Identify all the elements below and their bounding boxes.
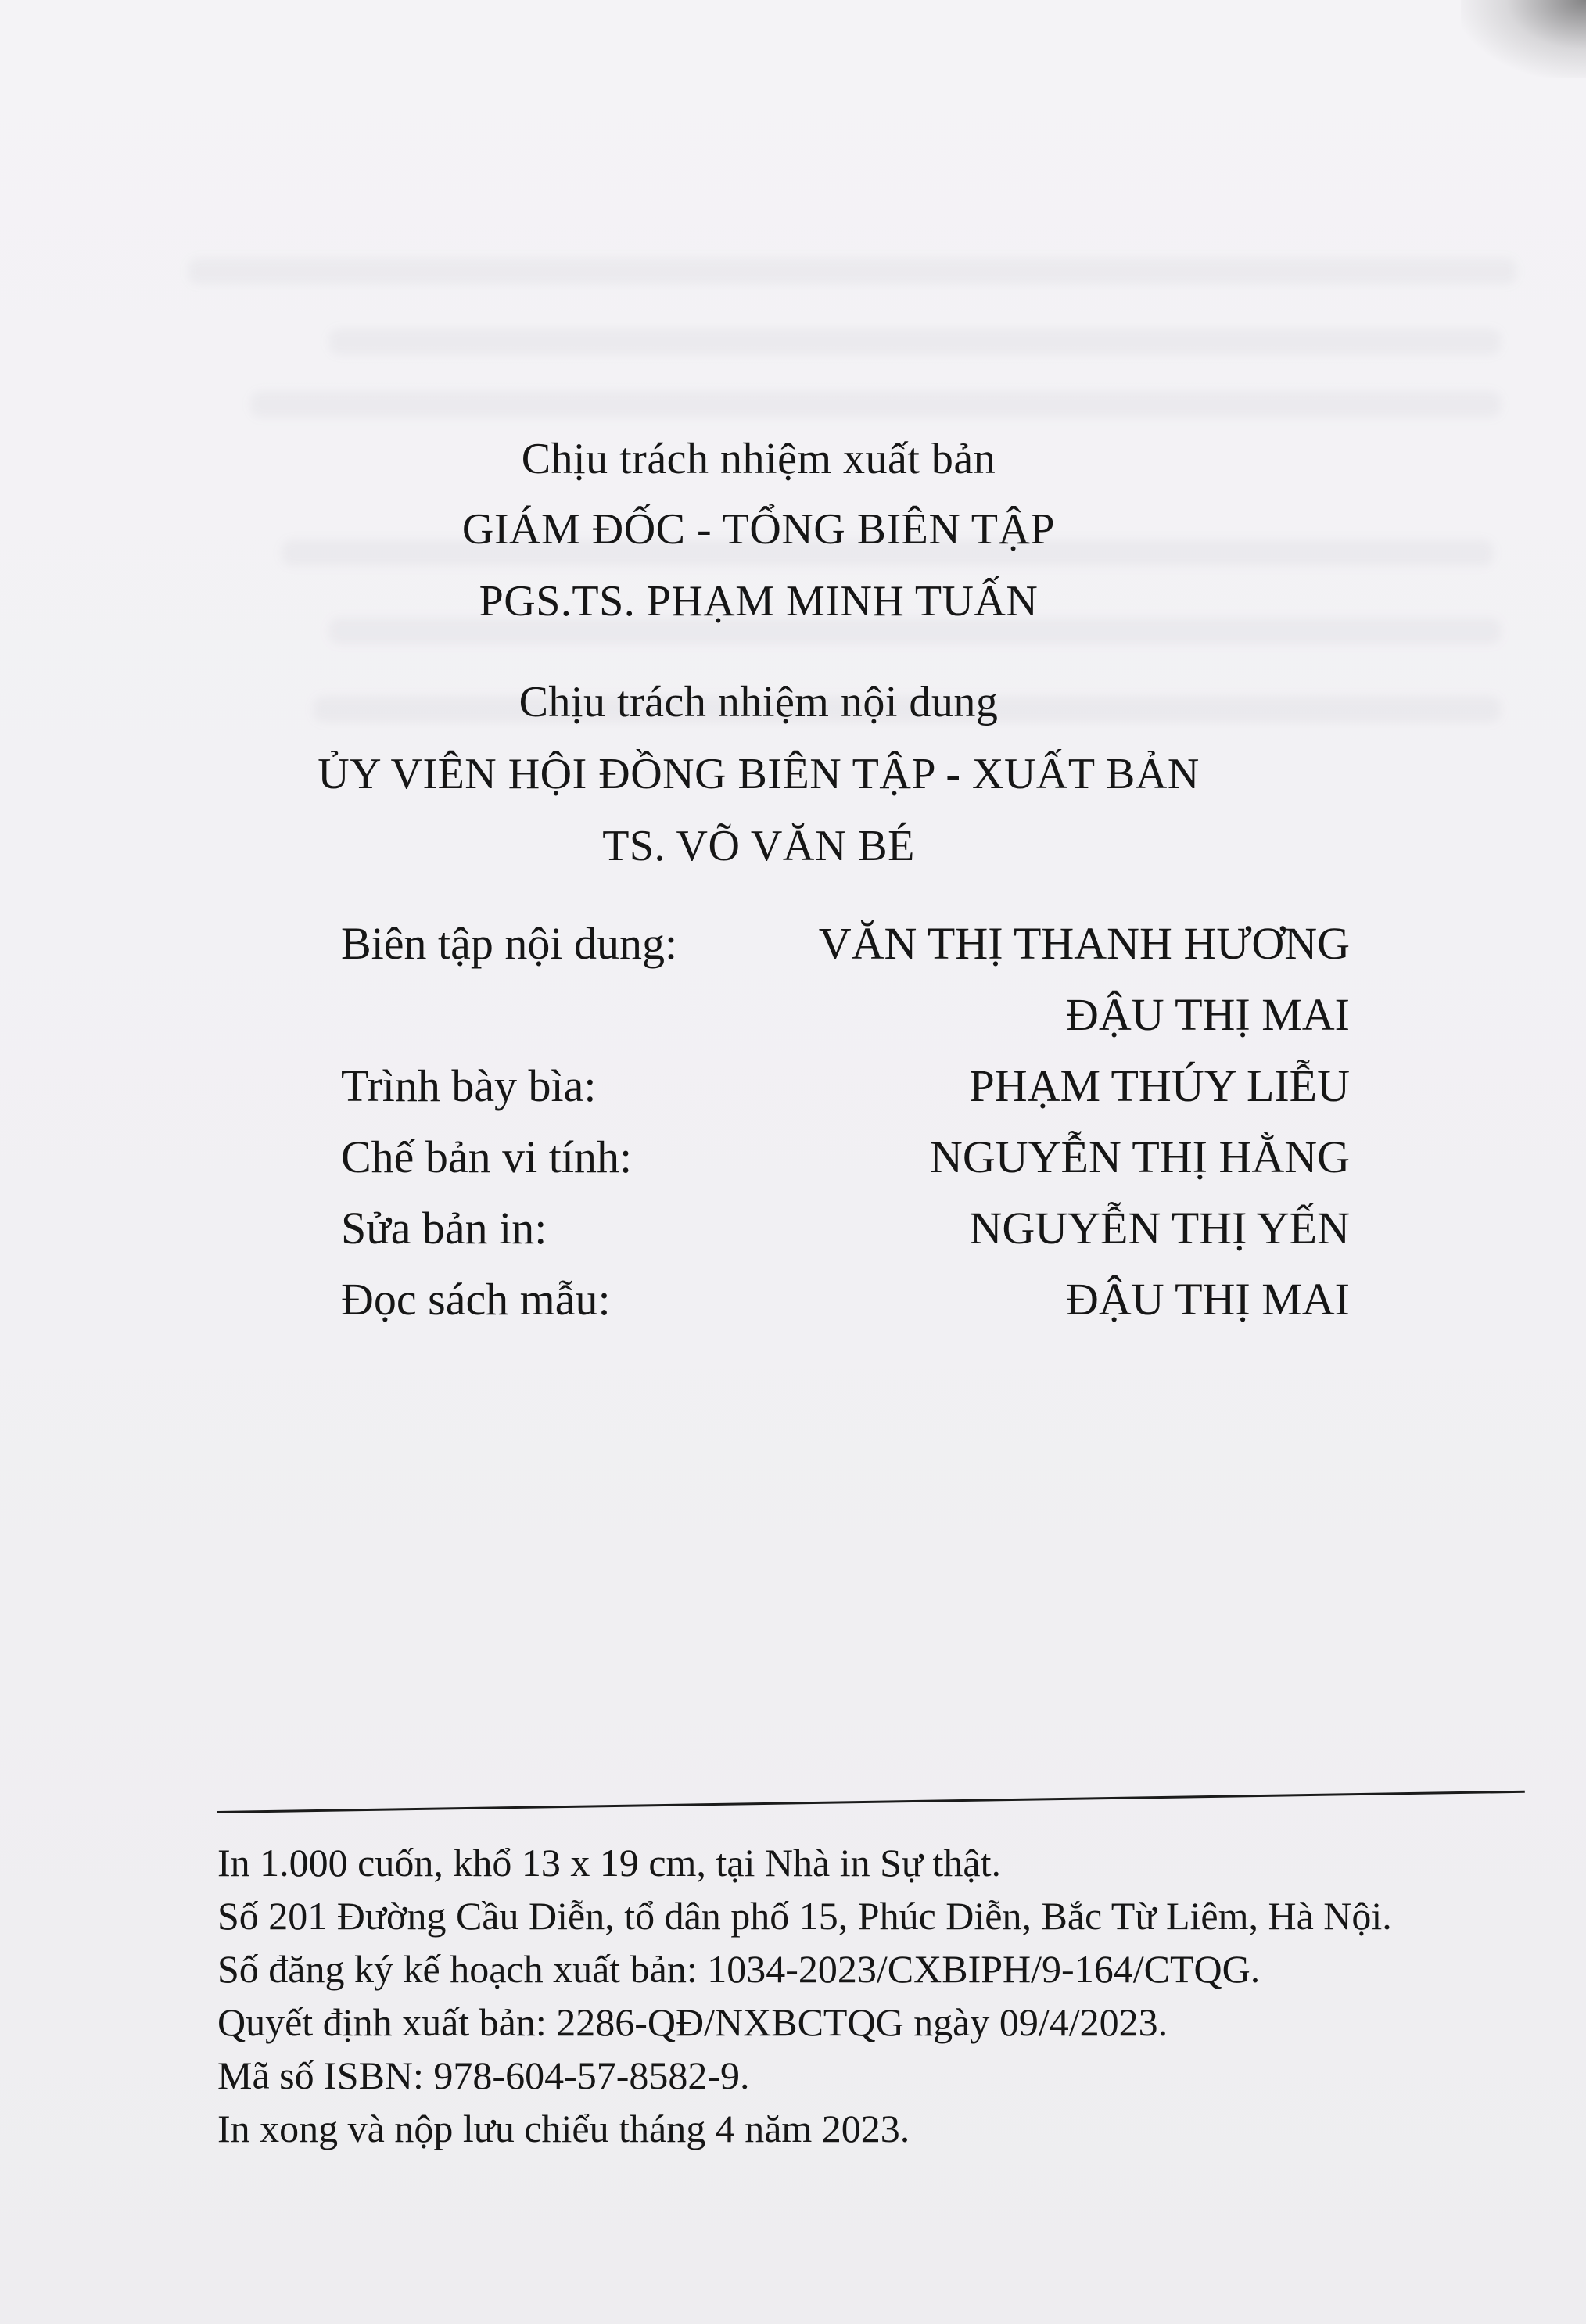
credit-row — [341, 1059, 1350, 1130]
publisher-person: PGS.TS. PHẠM MINH TUẤN — [479, 577, 1039, 626]
credit-row — [341, 1201, 1350, 1272]
credit-role: Biên tập nội dung: — [341, 918, 678, 969]
imprint-line: Số đăng ký kế hoạch xuất bản: 1034-2023/CXBIPH/9-164/CTQG. — [217, 1947, 1261, 1991]
credit-row — [341, 1272, 1350, 1343]
credit-role: Chế bản vi tính: — [341, 1132, 633, 1182]
publisher-position: GIÁM ĐỐC - TỔNG BIÊN TẬP — [461, 505, 1056, 554]
imprint-line: In xong và nộp lưu chiểu tháng 4 năm 2023. — [217, 2107, 910, 2150]
imprint-divider — [217, 1791, 1525, 1813]
credit-role: Sửa bản in: — [341, 1203, 547, 1253]
content-responsibility — [0, 677, 1517, 873]
imprint-block — [217, 1836, 1547, 2155]
bleed-through-shadow — [250, 391, 1502, 418]
credit-row — [341, 916, 1350, 988]
bleed-through-shadow — [328, 328, 1502, 355]
credit-role: Trình bày bìa: — [341, 1060, 597, 1111]
credits-list — [341, 916, 1350, 1343]
credit-row — [341, 1130, 1350, 1201]
page-corner-shadow — [1461, 0, 1586, 78]
imprint-line: In 1.000 cuốn, khổ 13 x 19 cm, tại Nhà in Sự thật. — [217, 1841, 1001, 1885]
content-heading: Chịu trách nhiệm nội dung — [518, 678, 999, 726]
content-position: ỦY VIÊN HỘI ĐỒNG BIÊN TẬP - XUẤT BẢN — [318, 750, 1200, 798]
content-person: TS. VÕ VĂN BÉ — [602, 822, 915, 870]
imprint-line: Số 201 Đường Cầu Diễn, tổ dân phố 15, Phúc Diễn, Bắc Từ Liêm, Hà Nội. — [217, 1894, 1392, 1938]
credit-row — [341, 988, 1350, 1059]
credit-name: NGUYỄN THỊ YẾN — [969, 1203, 1350, 1253]
imprint-line: Mã số ISBN: 978-604-57-8582-9. — [217, 2053, 750, 2097]
credit-name: ĐẬU THỊ MAI — [1065, 1274, 1350, 1325]
publisher-heading: Chịu trách nhiệm xuất bản — [521, 435, 996, 483]
credit-role: Đọc sách mẫu: — [341, 1274, 611, 1325]
credit-name: VĂN THỊ THANH HƯƠNG — [818, 918, 1350, 969]
bleed-through-shadow — [188, 258, 1517, 285]
publisher-responsibility — [0, 434, 1517, 629]
credit-name: PHẠM THÚY LIỄU — [969, 1060, 1350, 1111]
credit-name: NGUYỄN THỊ HẰNG — [930, 1132, 1350, 1182]
credit-name: ĐẬU THỊ MAI — [1065, 989, 1350, 1040]
imprint-line: Quyết định xuất bản: 2286-QĐ/NXBCTQG ngày 09/4/2023. — [217, 2000, 1168, 2044]
